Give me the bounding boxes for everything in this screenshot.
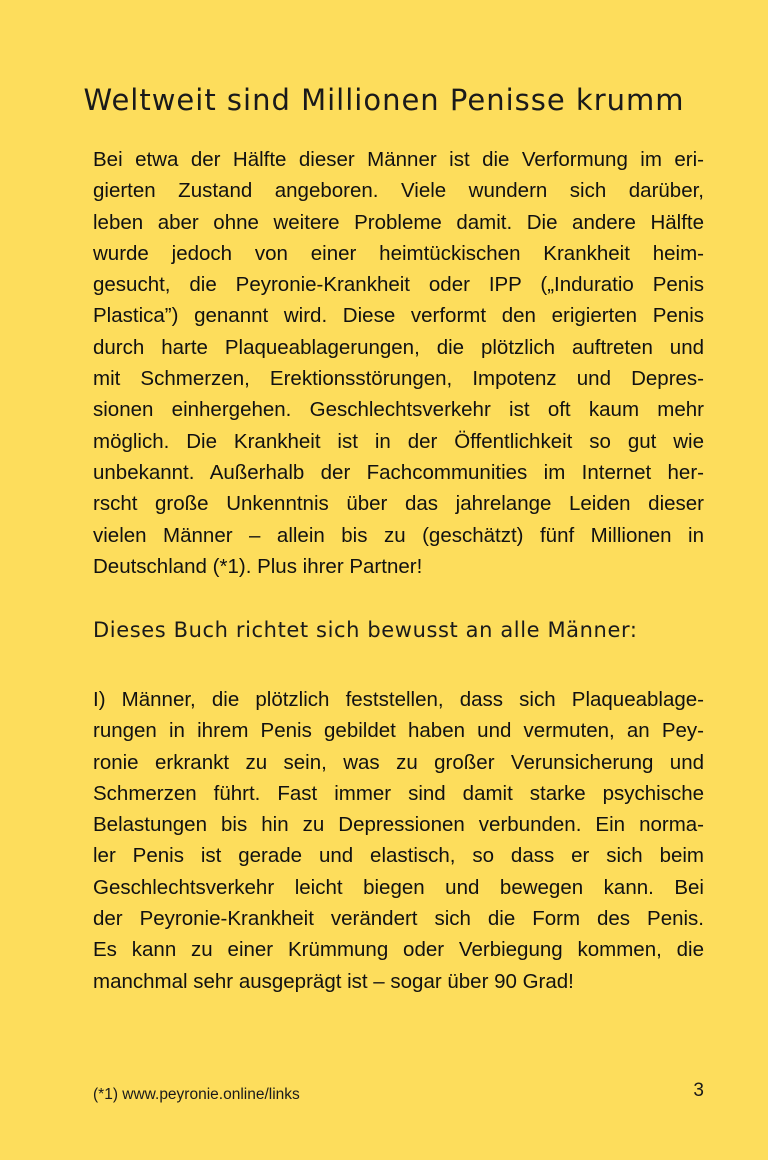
intro-paragraph	[93, 144, 704, 582]
paragraph-line: der Peyronie-Krankheit verändert sich die Form des Penis.	[93, 907, 704, 931]
paragraph-line: unbekannt. Außerhalb der Fachcommunities im Internet her-	[93, 460, 704, 484]
paragraph-line: Belastungen bis hin zu Depressionen verbunden. Ein norma-	[93, 813, 704, 837]
paragraph-line: gesucht, die Peyronie-Krankheit oder IPP („Induratio Penis	[93, 273, 704, 297]
paragraph-line: Schmerzen führt. Fast immer sind damit starke psychische	[93, 781, 704, 805]
paragraph-line: Deutschland (*1). Plus ihrer Partner!	[93, 554, 423, 578]
paragraph-line: möglich. Die Krankheit ist in der Öffentlichkeit so gut wie	[93, 429, 704, 453]
target-group-paragraph	[93, 684, 704, 997]
paragraph-line: durch harte Plaqueablagerungen, die plötzlich auftreten und	[93, 335, 704, 359]
paragraph-line: Plastica”) genannt wird. Diese verformt den erigierten Penis	[93, 304, 704, 328]
paragraph-line: Es kann zu einer Krümmung oder Verbiegung kommen, die	[93, 938, 704, 962]
footnote: (*1) www.peyronie.online/links	[93, 1086, 300, 1103]
page-number: 3	[693, 1080, 704, 1101]
paragraph-line: ler Penis ist gerade und elastisch, so dass er sich beim	[93, 844, 704, 868]
paragraph-line: wurde jedoch von einer heimtückischen Krankheit heim-	[93, 241, 704, 265]
paragraph-line: mit Schmerzen, Erektionsstörungen, Impotenz und Depres-	[93, 367, 704, 391]
paragraph-line: vielen Männer – allein bis zu (geschätzt) fünf Millionen in	[93, 523, 704, 547]
paragraph-line: ronie erkrankt zu sein, was zu großer Verunsicherung und	[93, 750, 704, 774]
paragraph-line: Bei etwa der Hälfte dieser Männer ist die Verformung im eri-	[93, 148, 704, 171]
paragraph-line: manchmal sehr ausgeprägt ist – sogar über 90 Grad!	[93, 969, 574, 993]
paragraph-line: leben aber ohne weitere Probleme damit. Die andere Hälfte	[93, 210, 704, 234]
paragraph-line: rscht große Unkenntnis über das jahrelange Leiden dieser	[93, 492, 704, 516]
section-subheading: Dieses Buch richtet sich bewusst an alle Männer:	[93, 618, 638, 642]
page-title: Weltweit sind Millionen Penisse krumm	[83, 83, 685, 118]
paragraph-line: Geschlechtsverkehr leicht biegen und bewegen kann. Bei	[93, 875, 704, 899]
paragraph-line: gierten Zustand angeboren. Viele wundern sich darüber,	[93, 179, 704, 203]
paragraph-line: rungen in ihrem Penis gebildet haben und vermuten, an Pey-	[93, 719, 704, 743]
paragraph-line: sionen einhergehen. Geschlechtsverkehr ist oft kaum mehr	[93, 398, 704, 422]
paragraph-line: I) Männer, die plötzlich feststellen, dass sich Plaqueablage-	[93, 688, 704, 711]
